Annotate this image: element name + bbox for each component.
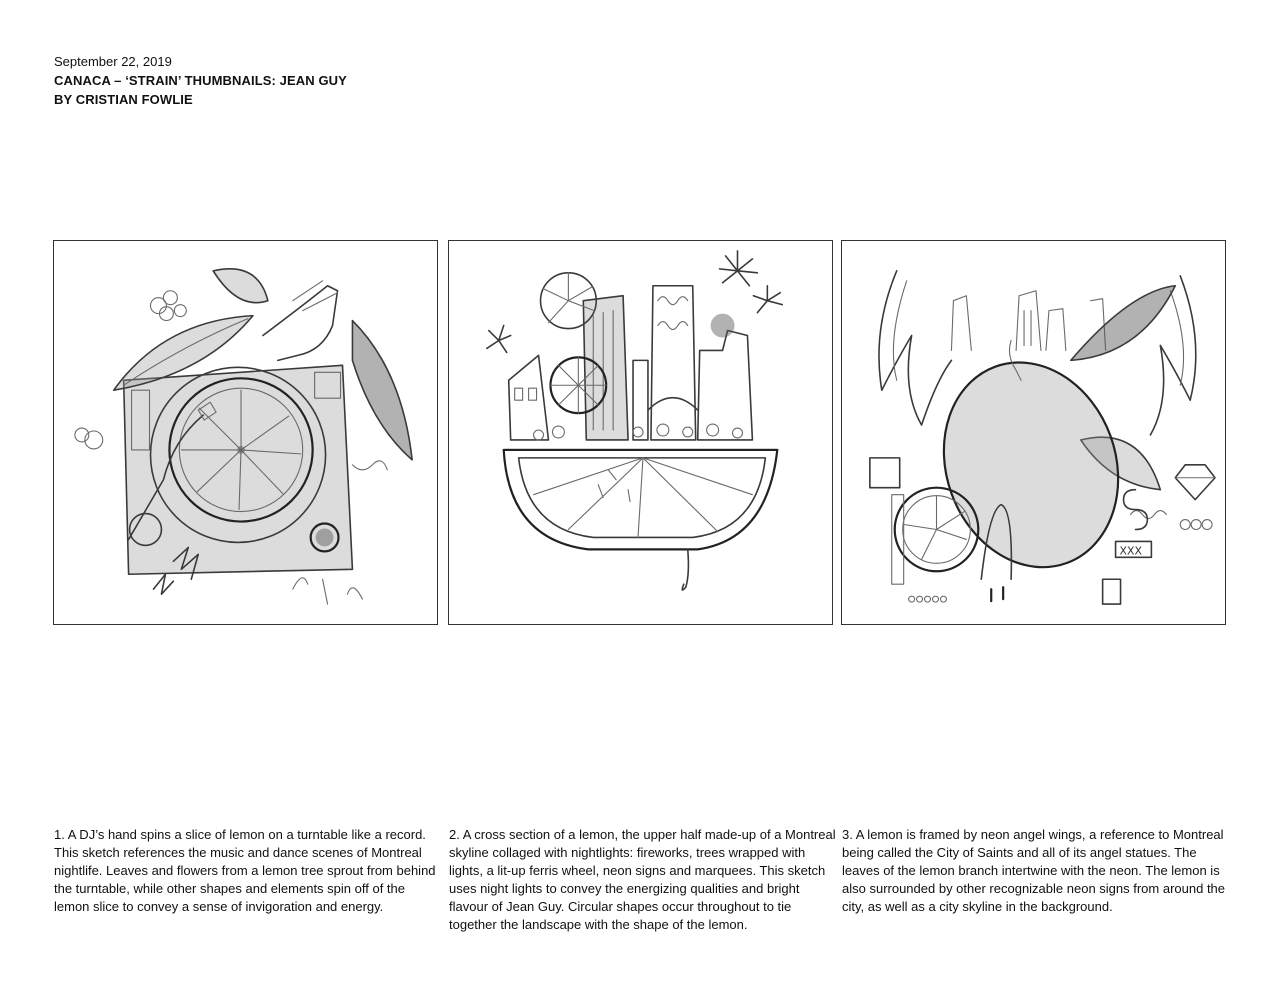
caption-1: 1. A DJ’s hand spins a slice of lemon on a turntable like a record. This sketch references the music and dance scenes of Montreal nightlife. Leaves and flowers from a lemon tree sprout from behind the turntable, while other shapes and elements spin off of the lemon slice to convey a sense of invigoration and energy.	[54, 827, 436, 914]
lemon-skyline-sketch-icon	[449, 241, 832, 624]
document-byline: BY CRISTIAN FOWLIE	[54, 92, 193, 107]
caption-2: 2. A cross section of a lemon, the upper half made-up of a Montreal skyline collaged with nightlights: fireworks, trees wrapped with lights, a lit-up ferris wheel, neon signs and marquees. This sketch uses night lights to convey the energizing qualities and bright flavour of Jean Guy. Circular shapes occur throughout to tie together the landscape with the shape of the lemon.	[449, 827, 836, 932]
document-date: September 22, 2019	[54, 54, 172, 69]
document-title: CANACA – ‘STRAIN’ THUMBNAILS: JEAN GUY	[54, 73, 347, 88]
document-header	[54, 52, 654, 109]
thumbnail-panel-1	[53, 240, 438, 625]
turntable-lemon-sketch-icon	[54, 241, 437, 624]
thumbnail-panel-2	[448, 240, 833, 625]
lemon-angel-wings-sketch-icon	[842, 241, 1225, 624]
caption-3: 3. A lemon is framed by neon angel wings, a reference to Montreal being called the City of Saints and all of its angel statues. The leaves of the lemon branch intertwine with the neon. The lemon is also surrounded by other recognizable neon signs from around the city, as well as a city skyline in the background.	[842, 827, 1226, 914]
thumbnail-panel-3	[841, 240, 1226, 625]
neon-xxx-sign-text: XXX	[1119, 544, 1143, 558]
